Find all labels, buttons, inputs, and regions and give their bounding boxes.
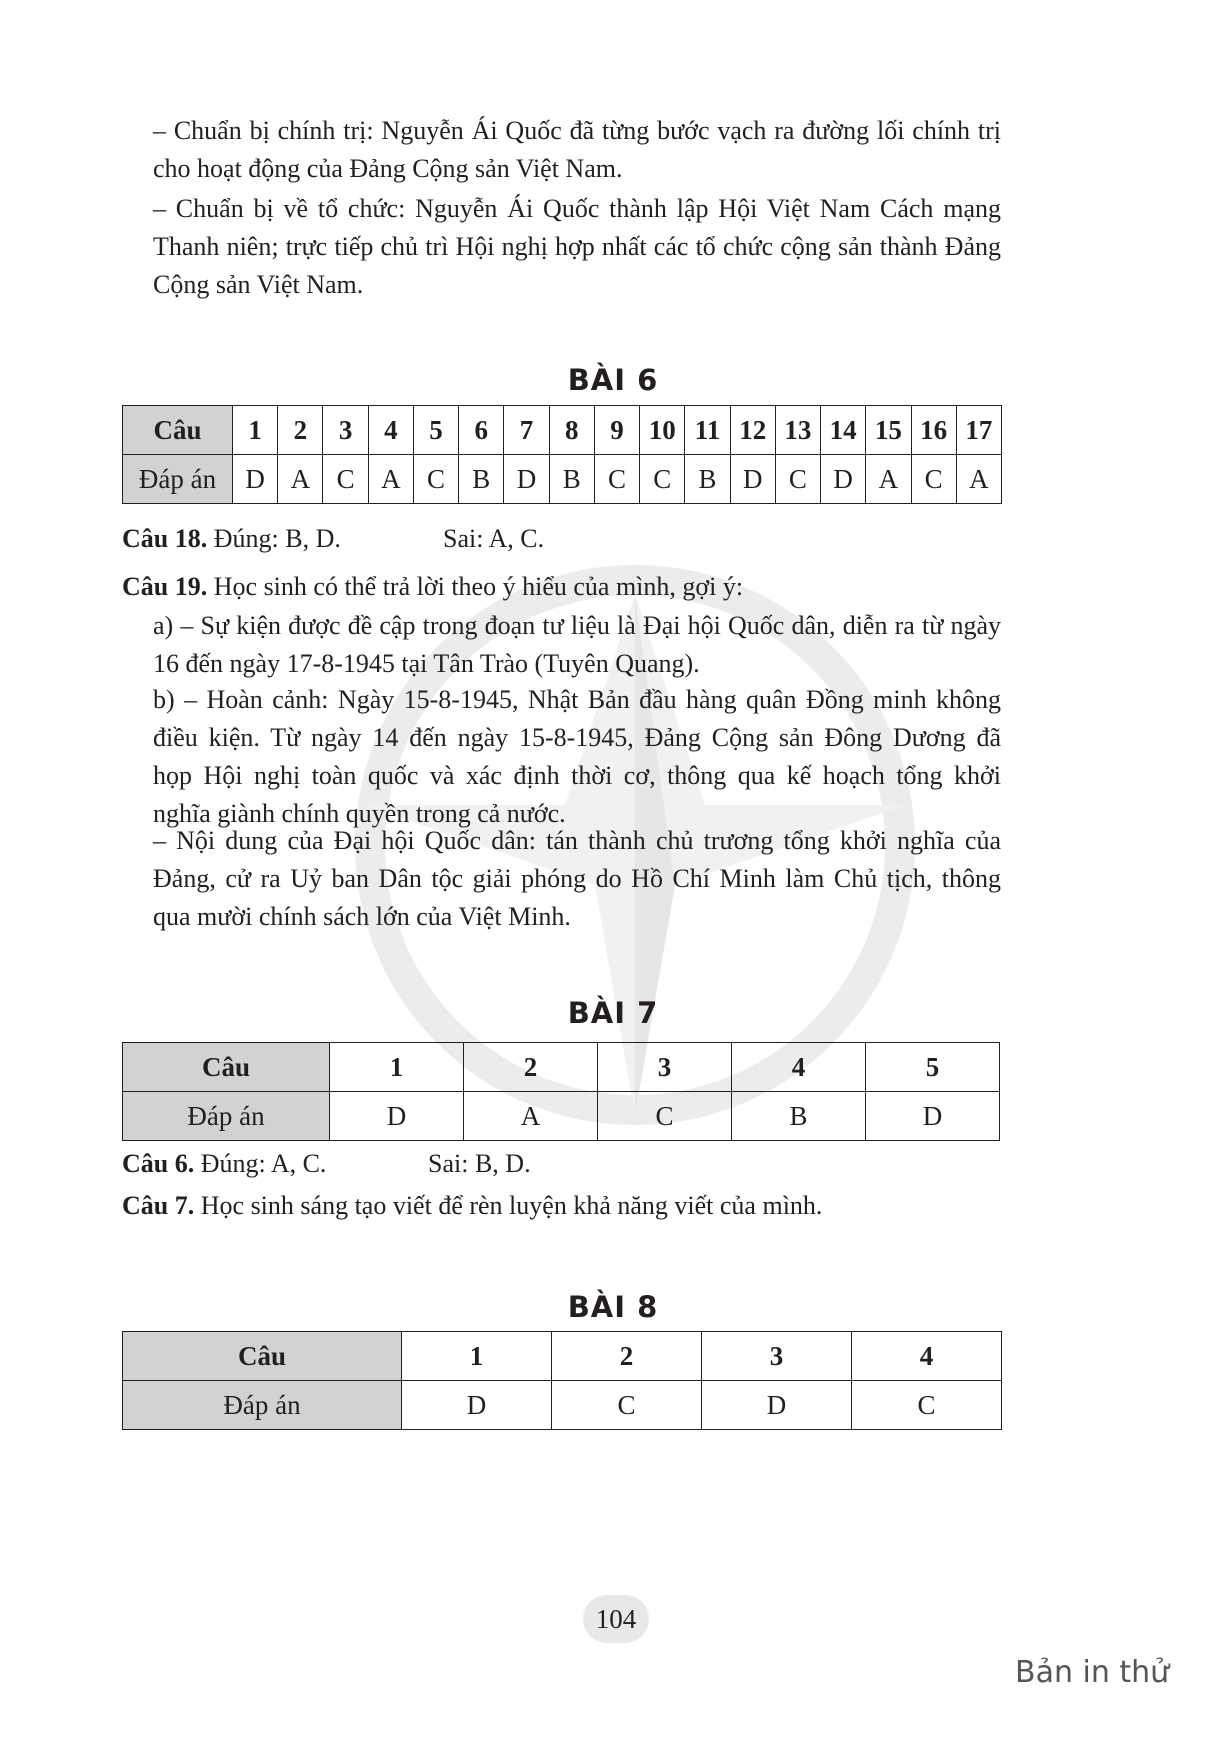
bai7-q6-true: Đúng: A, C.: [200, 1149, 327, 1178]
bai6-question-2: 2: [278, 406, 323, 455]
bai8-question-label: Câu: [123, 1332, 402, 1381]
bai6-answer-14: D: [821, 455, 866, 504]
bai6-question-6: 6: [459, 406, 504, 455]
bai6-q19-label: Câu 19.: [122, 572, 208, 601]
bai6-question-13: 13: [775, 406, 820, 455]
intro-item2-line-3: Cộng sản Việt Nam.: [153, 270, 364, 299]
bai6-answer-3: C: [323, 455, 368, 504]
bai7-answer-5: D: [866, 1092, 1000, 1141]
bai6-question-5: 5: [413, 406, 458, 455]
bai6-question-9: 9: [594, 406, 639, 455]
bai7-answer-table: [122, 1042, 1000, 1141]
page-number: 104: [583, 1595, 649, 1643]
bai6-question-16: 16: [911, 406, 956, 455]
bai6-q18-label: Câu 18.: [122, 524, 208, 553]
bai7-answer-1: D: [330, 1092, 464, 1141]
bai6-b-line-1: b) – Hoàn cảnh: Ngày 15-8-1945, Nhật Bản đầu hàng quân Đồng minh không: [153, 685, 1001, 714]
bai6-question-row: [123, 406, 1002, 455]
bai6-q18-true: Đúng: B, D.: [213, 524, 341, 553]
bai7-question-label: Câu: [123, 1043, 330, 1092]
bai7-answer-2: A: [464, 1092, 598, 1141]
bai6-question-12: 12: [730, 406, 775, 455]
bai6-answer-1: D: [233, 455, 278, 504]
bai6-q19-part-a: [153, 607, 1001, 683]
bai7-question-5: 5: [866, 1043, 1000, 1092]
bai8-question-3: 3: [702, 1332, 852, 1381]
bai7-q7-label: Câu 7.: [122, 1191, 195, 1220]
bai7-question-4: 4: [732, 1043, 866, 1092]
bai6-a-line-1: a) – Sự kiện được đề cập trong đoạn tư liệu là Đại hội Quốc dân, diễn ra từ ngày: [153, 611, 1001, 640]
bai6-question-7: 7: [504, 406, 549, 455]
bai6-answer-9: C: [594, 455, 639, 504]
intro-item2-line-2: Thanh niên; trực tiếp chủ trì Hội nghị hợp nhất các tổ chức cộng sản thành Đảng: [153, 232, 1001, 261]
bai8-question-2: 2: [552, 1332, 702, 1381]
bai8-question-4: 4: [852, 1332, 1002, 1381]
bai7-q6-label: Câu 6.: [122, 1149, 195, 1178]
bai7-q6: [122, 1145, 326, 1183]
bai6-answer-table: [122, 405, 1002, 504]
bai6-answer-5: C: [413, 455, 458, 504]
bai6-q19-part-b: [153, 681, 1001, 833]
bai6-answer-6: B: [459, 455, 504, 504]
bai8-answer-4: C: [852, 1381, 1002, 1430]
intro-item2-line-1: – Chuẩn bị về tổ chức: Nguyễn Ái Quốc thành lập Hội Việt Nam Cách mạng: [153, 194, 1001, 223]
bai8-question-1: 1: [402, 1332, 552, 1381]
bai7-question-3: 3: [598, 1043, 732, 1092]
bai6-answer-label: Đáp án: [123, 455, 233, 504]
bai6-answer-12: D: [730, 455, 775, 504]
bai6-question-15: 15: [866, 406, 911, 455]
bai6-answer-2: A: [278, 455, 323, 504]
draft-label: Bản in thử: [1015, 1655, 1170, 1690]
bai7-question-row: [123, 1043, 1000, 1092]
bai6-q18-false: Sai: A, C.: [443, 524, 545, 553]
intro-item1-line-1: – Chuẩn bị chính trị: Nguyễn Ái Quốc đã từng bước vạch ra đường lối chính trị: [153, 116, 1001, 145]
bai8-question-row: [123, 1332, 1002, 1381]
bai6-question-10: 10: [640, 406, 685, 455]
bai6-c-line-1: – Nội dung của Đại hội Quốc dân: tán thành chủ trương tổng khởi nghĩa của: [153, 826, 1001, 855]
bai7-answer-label: Đáp án: [123, 1092, 330, 1141]
bai6-question-3: 3: [323, 406, 368, 455]
intro-item-organization: [153, 190, 1001, 304]
bai6-answer-13: C: [775, 455, 820, 504]
bai7-answer-row: [123, 1092, 1000, 1141]
bai6-b-line-4: nghĩa giành chính quyền trong cả nước.: [153, 799, 566, 828]
bai6-q18: [122, 520, 341, 558]
bai6-b-line-3: họp Hội nghị toàn quốc và xác định thời cơ, thông qua kế hoạch tổng khởi: [153, 761, 1001, 790]
bai8-answer-2: C: [552, 1381, 702, 1430]
intro-item1-line-2: cho hoạt động của Đảng Cộng sản Việt Nam.: [153, 154, 623, 183]
bai6-answer-16: C: [911, 455, 956, 504]
bai6-answer-15: A: [866, 455, 911, 504]
bai6-question-14: 14: [821, 406, 866, 455]
bai8-answer-1: D: [402, 1381, 552, 1430]
bai6-answer-row: [123, 455, 1002, 504]
bai7-q7: [122, 1187, 822, 1225]
bai6-b-line-2: điều kiện. Từ ngày 14 đến ngày 15-8-1945, Đảng Cộng sản Đông Dương đã: [153, 723, 1001, 752]
bai6-question-1: 1: [233, 406, 278, 455]
bai7-title: BÀI 7: [567, 996, 659, 1030]
bai8-answer-3: D: [702, 1381, 852, 1430]
bai6-question-label: Câu: [123, 406, 233, 455]
bai7-q6-false: Sai: B, D.: [428, 1149, 531, 1178]
bai8-answer-row: [123, 1381, 1002, 1430]
bai6-question-4: 4: [368, 406, 413, 455]
bai6-title: BÀI 6: [567, 363, 659, 397]
bai8-answer-label: Đáp án: [123, 1381, 402, 1430]
bai6-q19-text: Học sinh có thể trả lời theo ý hiểu của mình, gợi ý:: [213, 572, 744, 601]
bai8-title: BÀI 8: [567, 1290, 659, 1324]
bai6-c-line-3: qua mười chính sách lớn của Việt Minh.: [153, 902, 571, 931]
bai7-question-1: 1: [330, 1043, 464, 1092]
bai7-answer-3: C: [598, 1092, 732, 1141]
bai6-answer-10: C: [640, 455, 685, 504]
bai6-question-8: 8: [549, 406, 594, 455]
bai6-answer-17: A: [956, 455, 1001, 504]
bai7-question-2: 2: [464, 1043, 598, 1092]
bai6-question-17: 17: [956, 406, 1001, 455]
intro-item-political: [153, 112, 1001, 188]
bai6-a-line-2: 16 đến ngày 17-8-1945 tại Tân Trào (Tuyên Quang).: [153, 649, 700, 678]
bai7-q7-text: Học sinh sáng tạo viết để rèn luyện khả năng viết của mình.: [200, 1191, 823, 1220]
bai8-answer-table: [122, 1331, 1002, 1430]
bai6-question-11: 11: [685, 406, 730, 455]
bai6-answer-4: A: [368, 455, 413, 504]
bai6-answer-7: D: [504, 455, 549, 504]
bai7-answer-4: B: [732, 1092, 866, 1141]
bai6-answer-8: B: [549, 455, 594, 504]
bai6-q19-part-c: [153, 822, 1001, 936]
bai6-q19: [122, 568, 743, 606]
bai6-c-line-2: Đảng, cử ra Uỷ ban Dân tộc giải phóng do Hồ Chí Minh làm Chủ tịch, thông: [153, 864, 1001, 893]
bai6-answer-11: B: [685, 455, 730, 504]
